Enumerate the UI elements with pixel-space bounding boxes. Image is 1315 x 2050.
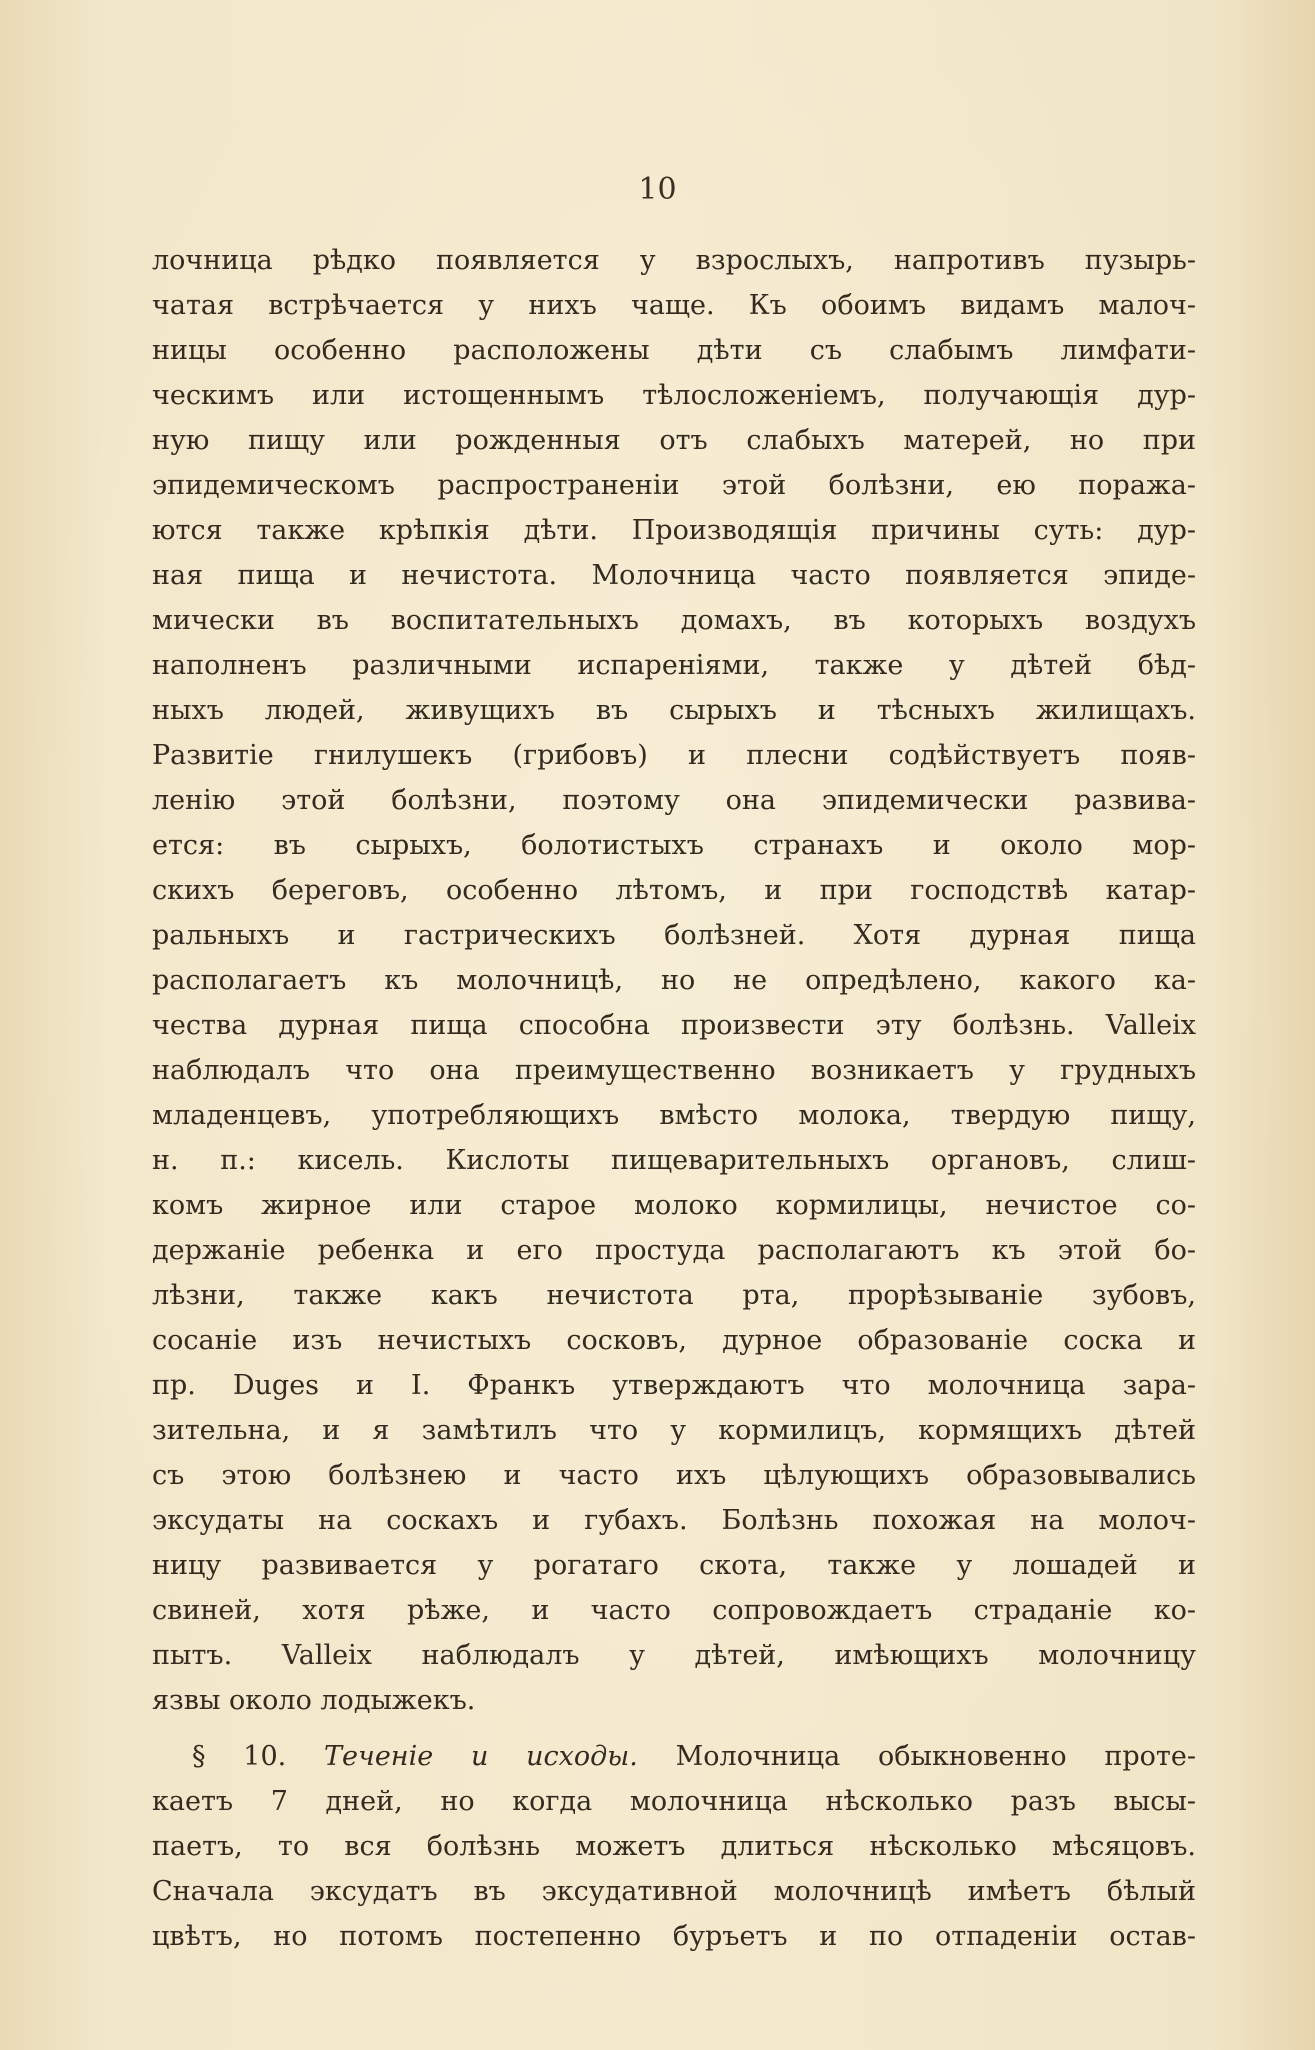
text-line: комъ жирное или старое молоко кормилицы, нечистое со-	[152, 1190, 1196, 1221]
text-line: наполненъ различными испареніями, также у дѣтей бѣд-	[152, 650, 1196, 681]
text-line: располагаетъ къ молочницѣ, но не опредѣлено, какого ка-	[152, 965, 1196, 996]
paragraph-gap	[152, 1723, 1196, 1734]
text-line: ются также крѣпкія дѣти. Производящія причины суть: дур-	[152, 515, 1196, 546]
text-line: пытъ. Valleix наблюдалъ у дѣтей, имѣющихъ молочницу	[152, 1640, 1196, 1671]
text-line: ется: въ сырыхъ, болотистыхъ странахъ и около мор-	[152, 830, 1196, 861]
text-line: ную пищу или рожденныя отъ слабыхъ матерей, но при	[152, 425, 1196, 456]
section-mark: § 10.	[192, 1741, 287, 1772]
text-line: каетъ 7 дней, но когда молочница нѣсколько разъ высы-	[152, 1786, 1196, 1817]
text-line: ческимъ или истощеннымъ тѣлосложеніемъ, получающія дур-	[152, 380, 1196, 411]
text-line	[152, 1734, 1196, 1779]
text-line: ницу развивается у рогатаго скота, также у лошадей и	[152, 1550, 1196, 1581]
text-line-rest: Молочница обыкновенно проте-	[675, 1741, 1196, 1772]
text-line: цвѣтъ, но потомъ постепенно буръетъ и по отпаденіи остав-	[152, 1921, 1196, 1952]
text-line: зительна, и я замѣтилъ что у кормилицъ, кормящихъ дѣтей	[152, 1415, 1196, 1446]
text-line: скихъ береговъ, особенно лѣтомъ, и при господствѣ катар-	[152, 875, 1196, 906]
text-line: эксудаты на соскахъ и губахъ. Болѣзнь похожая на молоч-	[152, 1505, 1196, 1536]
text-line: съ этою болѣзнею и часто ихъ цѣлующихъ образовывались	[152, 1460, 1196, 1491]
text-line: сосаніе изъ нечистыхъ сосковъ, дурное образованіе соска и	[152, 1325, 1196, 1356]
text-line: мически въ воспитательныхъ домахъ, въ которыхъ воздухъ	[152, 605, 1196, 636]
text-line: эпидемическомъ распространеніи этой болѣзни, ею поража-	[152, 470, 1196, 501]
text-line: свиней, хотя рѣже, и часто сопровождаетъ страданіе ко-	[152, 1595, 1196, 1626]
text-line: язвы около лодыжекъ.	[152, 1685, 476, 1716]
body-text	[152, 238, 1196, 1959]
text-line: н. п.: кисель. Кислоты пищеварительныхъ органовъ, слиш-	[152, 1145, 1196, 1176]
text-line: держаніе ребенка и его простуда располагаютъ къ этой бо-	[152, 1235, 1196, 1266]
text-line: ленію этой болѣзни, поэтому она эпидемически развива-	[152, 785, 1196, 816]
text-line: ральныхъ и гастрическихъ болѣзней. Хотя дурная пища	[152, 920, 1196, 951]
text-line: паетъ, то вся болѣзнь можетъ длиться нѣсколько мѣсяцовъ.	[152, 1831, 1196, 1862]
text-line: младенцевъ, употребляющихъ вмѣсто молока, твердую пищу,	[152, 1100, 1196, 1131]
text-line: Развитіе гнилушекъ (грибовъ) и плесни содѣйствуетъ появ-	[152, 740, 1196, 771]
text-line: лѣзни, также какъ нечистота рта, прорѣзываніе зубовъ,	[152, 1280, 1196, 1311]
page-number: 10	[638, 172, 677, 207]
text-line: Сначала эксудатъ въ эксудативной молочницѣ имѣетъ бѣлый	[152, 1876, 1196, 1907]
paragraph-2	[152, 1734, 1196, 1959]
text-line: наблюдалъ что она преимущественно возникаетъ у грудныхъ	[152, 1055, 1196, 1086]
text-line: чества дурная пища способна произвести эту болѣзнь. Valleix	[152, 1010, 1196, 1041]
text-line: ныхъ людей, живущихъ въ сырыхъ и тѣсныхъ жилищахъ.	[152, 695, 1196, 726]
text-line: ницы особенно расположены дѣти съ слабымъ лимфати-	[152, 335, 1196, 366]
paragraph-1	[152, 238, 1196, 1723]
section-title: Теченіе и исходы.	[324, 1741, 638, 1772]
text-line: чатая встрѣчается у нихъ чаще. Къ обоимъ видамъ малоч-	[152, 290, 1196, 321]
text-line: пр. Duges и I. Франкъ утверждаютъ что молочница зара-	[152, 1370, 1196, 1401]
text-line: ная пища и нечистота. Молочница часто появляется эпиде-	[152, 560, 1196, 591]
text-line: лочница рѣдко появляется у взрослыхъ, напротивъ пузырь-	[152, 245, 1196, 276]
